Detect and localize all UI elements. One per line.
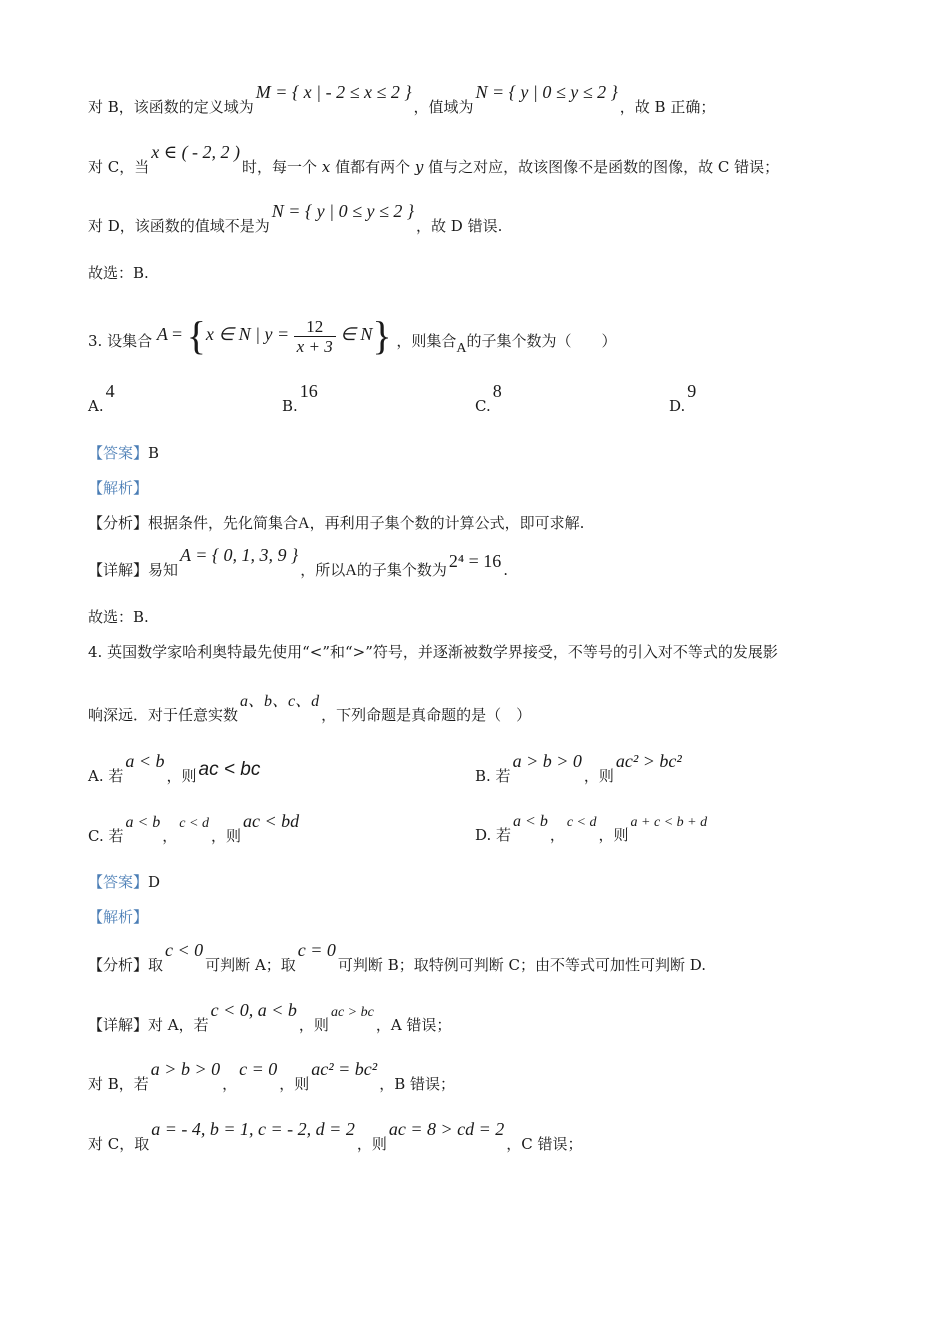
math-interval: x ∈ ( - 2, 2 ) [151, 142, 241, 162]
line-domain-b [88, 82, 862, 118]
q4-answer [88, 871, 862, 893]
q4-xiangjie: 【详解】对 A，若c < 0, a < b，则ac > bc，A 错误； [88, 1000, 452, 1034]
q3-choose: 故选：B. [88, 608, 149, 626]
analysis-tag: 【解析】 [88, 479, 149, 497]
answer-tag: 【答案】 [88, 873, 149, 891]
question-4-line1: 4. 英国数学家哈利奥特最先使用“<”和“>”符号，并逐渐被数学界接受，不等号的引入对不等式的发展影 [88, 643, 778, 661]
answer-value: D [148, 873, 161, 891]
q3-fenxi: 【分析】根据条件，先化简集合A，再利用子集个数的计算公式，即可求解. [88, 514, 585, 532]
line-d [88, 201, 862, 237]
text: 对 C，当 [88, 158, 150, 176]
answer-value: B [148, 444, 160, 462]
option-d[interactable]: D.9 [669, 381, 697, 415]
answer-tag: 【答案】 [88, 444, 149, 462]
q4-fenxi: 【分析】取c < 0可判断 A；取c = 0可判断 B；取特例可判断 C；由不等式可加性可判断 D. [88, 940, 706, 974]
math-domain-m: M = { x | - 2 ≤ x ≤ 2 } [255, 82, 412, 102]
text: ，值域为 [413, 98, 474, 116]
text: 对 B，该函数的定义域为 [88, 98, 254, 116]
math-vars: a、b、c、d [240, 693, 320, 710]
xiangjie-tag: 【详解】 [88, 561, 149, 579]
option-a[interactable]: A. 若a < b，则 ac < bc [88, 751, 261, 785]
math-range-n: N = { y | 0 ≤ y ≤ 2 } [271, 201, 415, 221]
q4-analysis-tag [88, 906, 862, 928]
text: 3. 设集合 [88, 332, 153, 350]
option-d[interactable]: D. 若a < b，c < d，则a + c < b + d [475, 813, 708, 844]
q3-answer [88, 442, 862, 464]
text: 对 D，该函数的值域不是为 [88, 217, 270, 235]
math-range-n: N = { y | 0 ≤ y ≤ 2 } [475, 82, 618, 102]
option-a[interactable]: A.4 [88, 381, 115, 415]
text: 的子集个数为（ ） [466, 332, 617, 350]
math-a-set: A = { 0, 1, 3, 9 } [180, 545, 299, 565]
question-3 [88, 313, 862, 372]
q3-analysis-tag [88, 477, 862, 499]
option-c[interactable]: C.8 [475, 381, 502, 415]
q4-c: 对 C，取a = - 4, b = 1, c = - 2, d = 2，则ac = 8 > cd = 2，C 错误； [88, 1119, 583, 1153]
text: 值与之对应，故该图像不是函数的图像，故 C 错误； [423, 158, 780, 176]
analysis-tag: 【解析】 [88, 908, 149, 926]
line-c [88, 142, 862, 178]
var-y: y [414, 158, 424, 176]
option-b[interactable]: B. 若a > b > 0，则ac² > bc² [475, 751, 682, 785]
text: 时，每一个 [242, 158, 322, 176]
math-power: 2⁴ = 16 [448, 551, 502, 571]
option-c[interactable]: C. 若a < b，c < d，则ac < bd [88, 811, 300, 845]
text: 值都有两个 [330, 158, 415, 176]
math-set-a: A = {x ∈ N | y = $\frac{12}{x + 3}$ ∈ N} [156, 313, 392, 358]
line-choose-b: 故选：B. [88, 264, 149, 282]
text: ，故 D 错误. [416, 217, 503, 235]
var-a: A [456, 341, 467, 356]
var-x: x [321, 158, 331, 176]
fenxi-tag: 【分析】 [88, 514, 149, 532]
fenxi-tag: 【分析】 [88, 956, 149, 974]
text: ，故 B 正确； [619, 98, 716, 116]
question-4-line2: 响深远．对于任意实数a、b、c、d，下列命题是真命题的是（ ） [88, 693, 532, 724]
option-b[interactable]: B.16 [282, 381, 318, 415]
xiangjie-tag: 【详解】 [88, 1016, 149, 1034]
q3-xiangjie: 【详解】易知A = { 0, 1, 3, 9 }，所以A的子集个数为 2⁴ = 16 . [88, 545, 509, 579]
q4-b: 对 B，若a > b > 0，c = 0，则ac² = bc²，B 错误； [88, 1059, 455, 1093]
text: ，则集合 [396, 332, 457, 350]
